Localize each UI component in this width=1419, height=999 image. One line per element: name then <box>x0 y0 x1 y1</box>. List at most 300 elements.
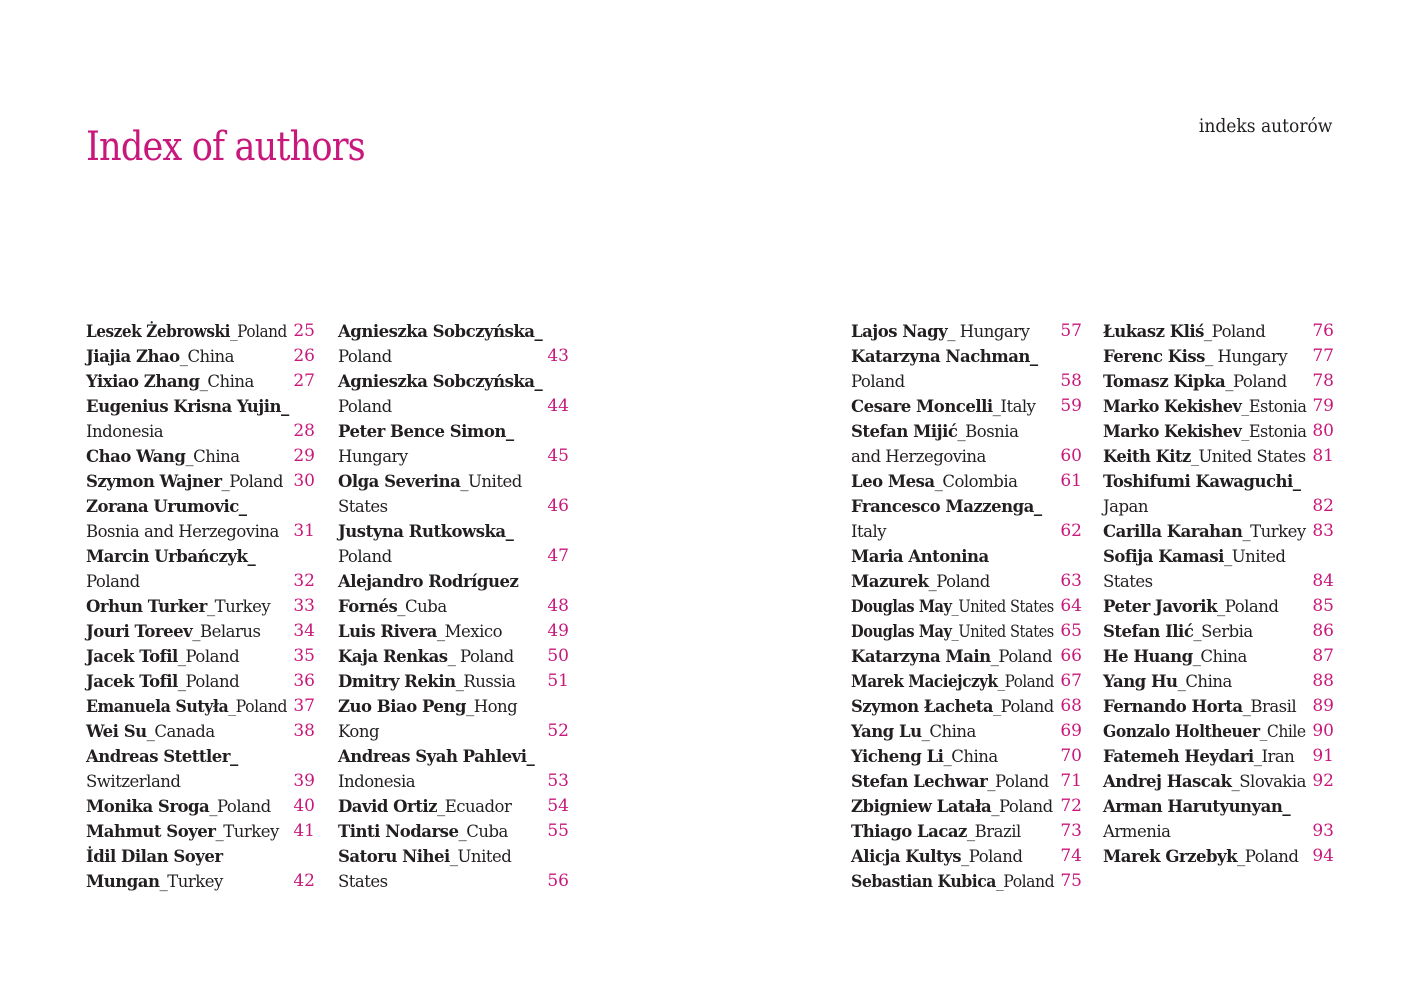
entry-text <box>338 319 542 344</box>
author-country: _Turkey <box>215 822 279 841</box>
index-entry-line <box>1103 769 1334 794</box>
index-entry-line <box>851 369 1082 394</box>
author-name: Fornés <box>338 597 398 616</box>
author-name: Gonzalo Holtheuer <box>1103 722 1260 741</box>
page-number: 86 <box>1312 621 1334 641</box>
index-entry-line <box>86 844 315 869</box>
entry-text <box>338 694 517 719</box>
entry-text <box>86 819 279 844</box>
author-country: _ Hungary <box>947 322 1030 341</box>
author-name: Stefan Lechwar <box>851 772 988 791</box>
index-entry-line <box>338 619 569 644</box>
author-name: Mungan <box>86 872 160 891</box>
page-number: 91 <box>1312 746 1334 766</box>
entry-text <box>338 794 511 819</box>
author-country: _Slovakia <box>1231 772 1307 791</box>
author-name: Marek Maciejczyk <box>851 672 998 691</box>
page-number: 43 <box>547 346 569 366</box>
index-entry-line <box>1103 569 1334 594</box>
author-country: _Poland <box>995 872 1055 891</box>
author-country: _Turkey <box>206 597 271 616</box>
entry-text <box>86 744 238 769</box>
author-country: Poland <box>851 372 905 391</box>
index-entry-line <box>338 769 569 794</box>
index-entry-line <box>338 519 569 544</box>
author-country: _Poland <box>992 697 1054 716</box>
author-country: Poland <box>338 397 392 416</box>
index-entry-line <box>851 319 1082 344</box>
author-country: Indonesia <box>86 422 164 441</box>
author-name: Toshifumi Kawaguchi_ <box>1103 472 1301 491</box>
index-entry-line <box>851 794 1082 819</box>
author-country: Indonesia <box>338 772 416 791</box>
index-entry-line <box>1103 519 1334 544</box>
author-name: Yang Lu <box>851 722 922 741</box>
page-number: 40 <box>293 796 315 816</box>
author-country: Kong <box>338 722 380 741</box>
author-country: _Poland <box>1225 372 1287 391</box>
entry-text <box>86 694 287 719</box>
index-entry-line <box>1103 394 1334 419</box>
entry-text <box>338 594 447 619</box>
entry-text <box>1103 494 1148 519</box>
entry-text <box>851 644 1052 669</box>
author-country: _Cuba <box>458 822 508 841</box>
page-number: 47 <box>547 546 569 566</box>
entry-text <box>1103 544 1285 569</box>
entry-text <box>851 419 1018 444</box>
author-name: Douglas May <box>851 597 952 616</box>
index-entry-line <box>338 344 569 369</box>
entry-text <box>338 569 518 594</box>
author-country: _Poland <box>987 772 1049 791</box>
entry-text <box>851 544 989 569</box>
page-number: 68 <box>1060 696 1082 716</box>
entry-text <box>86 419 163 444</box>
index-entry-line <box>851 594 1082 619</box>
index-entry-line <box>86 494 315 519</box>
author-country: _Estonia <box>1241 397 1307 416</box>
entry-text <box>338 769 415 794</box>
index-column-3 <box>851 319 1082 894</box>
author-name: Tomasz Kipka <box>1103 372 1226 391</box>
author-country: _Poland <box>1203 322 1266 341</box>
index-entry-line <box>86 794 315 819</box>
author-country: _Poland <box>997 672 1054 691</box>
author-country: States <box>1103 572 1153 591</box>
author-name: Jacek Tofil <box>86 672 178 691</box>
author-name: Mazurek <box>851 572 929 591</box>
page-number: 71 <box>1060 771 1082 791</box>
index-entry-line <box>338 694 569 719</box>
page-number: 87 <box>1312 646 1334 666</box>
author-country: Bosnia and Herzegovina <box>86 522 279 541</box>
index-entry-line <box>851 719 1082 744</box>
entry-text <box>851 569 990 594</box>
page-number: 31 <box>293 521 315 541</box>
entry-text <box>1103 669 1232 694</box>
page-number: 38 <box>293 721 315 741</box>
author-country: _China <box>1177 672 1232 691</box>
entry-text <box>1103 469 1301 494</box>
running-header: indeks autorów <box>1198 115 1332 137</box>
author-name: Sofija Kamasi <box>1103 547 1224 566</box>
author-name: Luis Rivera <box>338 622 437 641</box>
entry-text <box>338 494 388 519</box>
page-number: 48 <box>547 596 569 616</box>
index-entry-line <box>338 319 569 344</box>
author-country: _Poland <box>209 797 271 816</box>
author-country: _Poland <box>991 797 1053 816</box>
entry-text <box>1103 319 1265 344</box>
index-entry-line <box>851 869 1082 894</box>
entry-text <box>338 844 511 869</box>
entry-text <box>1103 844 1298 869</box>
page-number: 32 <box>293 571 315 591</box>
author-name: Chao Wang <box>86 447 186 466</box>
entry-text <box>86 594 270 619</box>
page-number: 64 <box>1060 596 1082 616</box>
author-name: David Ortiz <box>338 797 437 816</box>
index-entry-line <box>851 844 1082 869</box>
page-number: 79 <box>1312 396 1334 416</box>
page-number: 39 <box>293 771 315 791</box>
index-entry-line <box>338 369 569 394</box>
entry-text <box>338 644 514 669</box>
page-number: 88 <box>1312 671 1334 691</box>
page-number: 74 <box>1060 846 1082 866</box>
author-country: _China <box>1192 647 1247 666</box>
page-number: 67 <box>1060 671 1082 691</box>
index-entry-line <box>86 419 315 444</box>
entry-text <box>86 319 287 344</box>
page-number: 25 <box>293 321 315 341</box>
entry-text <box>86 719 215 744</box>
author-name: Andreas Syah Pahlevi_ <box>338 747 535 766</box>
author-country: _Cuba <box>397 597 447 616</box>
page-number: 45 <box>547 446 569 466</box>
author-name: Fernando Horta <box>1103 697 1243 716</box>
author-country: _China <box>921 722 976 741</box>
index-entry-line <box>338 544 569 569</box>
author-name: Łukasz Kliś <box>1103 322 1204 341</box>
entry-text <box>1103 444 1306 469</box>
author-name: Jiajia Zhao <box>86 347 180 366</box>
entry-text <box>1103 719 1306 744</box>
page-number: 90 <box>1312 721 1334 741</box>
author-country: _Brazil <box>966 822 1021 841</box>
index-entry-line <box>338 419 569 444</box>
author-country: _Poland <box>961 847 1023 866</box>
entry-text <box>86 769 180 794</box>
author-country: _Poland <box>228 697 288 716</box>
author-country: _Poland <box>177 647 240 666</box>
page-number: 37 <box>293 696 315 716</box>
page-number: 80 <box>1312 421 1334 441</box>
author-country: _United <box>460 472 522 491</box>
author-name: Alejandro Rodríguez <box>338 572 519 591</box>
entry-text <box>851 794 1053 819</box>
page-number: 57 <box>1060 321 1082 341</box>
index-entry-line <box>1103 619 1334 644</box>
page-number: 46 <box>547 496 569 516</box>
author-country: _Chile <box>1259 722 1306 741</box>
page-number: 28 <box>293 421 315 441</box>
author-name: Zbigniew Latała <box>851 797 992 816</box>
author-name: Peter Bence Simon_ <box>338 422 514 441</box>
entry-text <box>338 669 515 694</box>
page-number: 60 <box>1060 446 1082 466</box>
index-entry-line <box>338 444 569 469</box>
author-name: Andrej Hascak <box>1103 772 1232 791</box>
entry-text <box>86 344 234 369</box>
author-country: _ Poland <box>447 647 514 666</box>
author-country: _United States <box>1190 447 1306 466</box>
entry-text <box>86 794 271 819</box>
author-name: Fatemeh Heydari <box>1103 747 1254 766</box>
author-name: Marko Kekishev <box>1103 397 1242 416</box>
index-entry-line <box>338 494 569 519</box>
author-country: _Poland <box>221 472 283 491</box>
author-name: Lajos Nagy <box>851 322 948 341</box>
index-entry-line <box>1103 369 1334 394</box>
entry-text <box>851 619 1054 644</box>
entry-text <box>86 519 279 544</box>
entry-text <box>338 719 379 744</box>
index-entry-line <box>338 819 569 844</box>
page-number: 82 <box>1312 496 1334 516</box>
entry-text <box>851 444 986 469</box>
page-number: 69 <box>1060 721 1082 741</box>
index-entry-line <box>851 469 1082 494</box>
author-country: _Serbia <box>1193 622 1253 641</box>
entry-text <box>1103 519 1306 544</box>
index-entry-line <box>1103 819 1334 844</box>
entry-text <box>338 819 508 844</box>
index-entry-line <box>338 569 569 594</box>
page-number: 65 <box>1060 621 1082 641</box>
index-entry-line <box>851 419 1082 444</box>
author-name: Marcin Urbańczyk_ <box>86 547 256 566</box>
entry-text <box>1103 394 1306 419</box>
entry-text <box>86 444 240 469</box>
author-country: _ Hungary <box>1204 347 1288 366</box>
author-country: States <box>338 872 388 891</box>
entry-text <box>86 619 260 644</box>
entry-text <box>1103 794 1290 819</box>
author-country: Poland <box>338 547 392 566</box>
index-entry-line <box>86 644 315 669</box>
entry-text <box>86 869 223 894</box>
page-number: 84 <box>1312 571 1334 591</box>
page-number: 53 <box>547 771 569 791</box>
author-country: _Turkey <box>159 872 223 891</box>
page-number: 89 <box>1312 696 1334 716</box>
author-name: Orhun Turker <box>86 597 207 616</box>
author-name: Stefan Ilić <box>1103 622 1194 641</box>
entry-text <box>86 494 247 519</box>
index-entry-line <box>851 494 1082 519</box>
author-name: He Huang <box>1103 647 1193 666</box>
entry-text <box>851 719 976 744</box>
page-number: 44 <box>547 396 569 416</box>
page-number: 27 <box>293 371 315 391</box>
index-entry-line <box>86 719 315 744</box>
index-entry-line <box>851 394 1082 419</box>
entry-text <box>1103 344 1287 369</box>
page-number: 42 <box>293 871 315 891</box>
index-entry-line <box>1103 694 1334 719</box>
entry-text <box>86 394 289 419</box>
author-country: _Poland <box>177 672 240 691</box>
author-country: _Mexico <box>436 622 503 641</box>
author-name: Keith Kitz <box>1103 447 1191 466</box>
author-country: _China <box>943 747 998 766</box>
author-name: Peter Javorik <box>1103 597 1218 616</box>
author-country: _Russia <box>455 672 516 691</box>
index-entry-line <box>1103 444 1334 469</box>
page-number: 81 <box>1312 446 1334 466</box>
author-country: Switzerland <box>86 772 181 791</box>
index-entry-line <box>1103 469 1334 494</box>
entry-text <box>86 669 239 694</box>
author-name: Yixiao Zhang <box>86 372 200 391</box>
page-number: 72 <box>1060 796 1082 816</box>
author-name: Justyna Rutkowska_ <box>338 522 514 541</box>
page-number: 63 <box>1060 571 1082 591</box>
index-entry-line <box>851 569 1082 594</box>
author-country: _Belarus <box>192 622 261 641</box>
entry-text <box>851 519 886 544</box>
author-name: Katarzyna Main <box>851 647 991 666</box>
index-entry-line <box>851 744 1082 769</box>
page-number: 54 <box>547 796 569 816</box>
index-entry-line <box>851 519 1082 544</box>
author-country: _Hong <box>465 697 518 716</box>
page-number: 85 <box>1312 596 1334 616</box>
index-entry-line <box>86 769 315 794</box>
entry-text <box>851 494 1042 519</box>
author-country: _Brasil <box>1242 697 1297 716</box>
page-number: 33 <box>293 596 315 616</box>
page-title: Index of authors <box>86 124 365 170</box>
index-entry-line <box>338 869 569 894</box>
entry-text <box>1103 694 1296 719</box>
index-entry-line <box>86 394 315 419</box>
author-name: Yang Hu <box>1103 672 1178 691</box>
index-entry-line <box>86 544 315 569</box>
index-entry-line <box>851 344 1082 369</box>
entry-text <box>1103 569 1153 594</box>
author-name: Maria Antonina <box>851 547 989 566</box>
entry-text <box>851 819 1021 844</box>
author-country: Poland <box>338 347 392 366</box>
index-entry-line <box>338 669 569 694</box>
entry-text <box>338 619 502 644</box>
index-entry-line <box>1103 594 1334 619</box>
index-column-4 <box>1103 319 1334 869</box>
author-country: _Colombia <box>934 472 1018 491</box>
author-country: _Italy <box>992 397 1036 416</box>
page-number: 30 <box>293 471 315 491</box>
author-name: Marek Grzebyk <box>1103 847 1238 866</box>
author-name: Thiago Lacaz <box>851 822 967 841</box>
author-country: _Poland <box>1217 597 1279 616</box>
index-entry-line <box>86 669 315 694</box>
author-country: _Poland <box>928 572 990 591</box>
author-country: _Ecuador <box>436 797 512 816</box>
author-country: _United <box>449 847 512 866</box>
author-name: Stefan Mijić <box>851 422 958 441</box>
author-country: _China <box>199 372 254 391</box>
index-entry-line <box>86 744 315 769</box>
author-country: _Iran <box>1253 747 1295 766</box>
author-name: Katarzyna Nachman_ <box>851 347 1038 366</box>
index-entry-line <box>86 444 315 469</box>
author-name: Leo Mesa <box>851 472 935 491</box>
index-entry-line <box>1103 494 1334 519</box>
author-country: Hungary <box>338 447 408 466</box>
index-column-2 <box>338 319 569 894</box>
page-number: 41 <box>293 821 315 841</box>
author-name: Cesare Moncelli <box>851 397 993 416</box>
entry-text <box>1103 594 1278 619</box>
page-number: 34 <box>293 621 315 641</box>
page-number: 59 <box>1060 396 1082 416</box>
entry-text <box>338 869 388 894</box>
entry-text <box>851 769 1049 794</box>
index-entry-line <box>338 719 569 744</box>
entry-text <box>1103 419 1306 444</box>
page-number: 58 <box>1060 371 1082 391</box>
page-number: 77 <box>1312 346 1334 366</box>
author-name: Zorana Urumovic_ <box>86 497 247 516</box>
page-number: 92 <box>1312 771 1334 791</box>
entry-text <box>851 319 1029 344</box>
entry-text <box>86 569 140 594</box>
entry-text <box>1103 644 1247 669</box>
entry-text <box>86 544 255 569</box>
author-name: Arman Harutyunyan_ <box>1103 797 1291 816</box>
index-entry-line <box>851 669 1082 694</box>
author-name: Yicheng Li <box>851 747 944 766</box>
entry-text <box>851 394 1036 419</box>
index-entry-line <box>86 619 315 644</box>
page-number: 56 <box>547 871 569 891</box>
entry-text <box>1103 769 1306 794</box>
index-entry-line <box>1103 419 1334 444</box>
index-entry-line <box>851 544 1082 569</box>
entry-text <box>338 394 392 419</box>
index-entry-line <box>86 694 315 719</box>
index-entry-line <box>338 644 569 669</box>
entry-text <box>851 744 998 769</box>
index-entry-line <box>1103 644 1334 669</box>
page-number: 55 <box>547 821 569 841</box>
author-name: Monika Sroga <box>86 797 210 816</box>
index-entry-line <box>1103 319 1334 344</box>
author-name: Agnieszka Sobczyńska_ <box>338 322 543 341</box>
author-country: Italy <box>851 522 887 541</box>
author-country: _Bosnia <box>957 422 1019 441</box>
index-entry-line <box>338 794 569 819</box>
page-number: 29 <box>293 446 315 466</box>
page-number: 61 <box>1060 471 1082 491</box>
author-country: Armenia <box>1103 822 1171 841</box>
index-entry-line <box>1103 344 1334 369</box>
entry-text <box>338 744 534 769</box>
author-name: Szymon Łacheta <box>851 697 993 716</box>
